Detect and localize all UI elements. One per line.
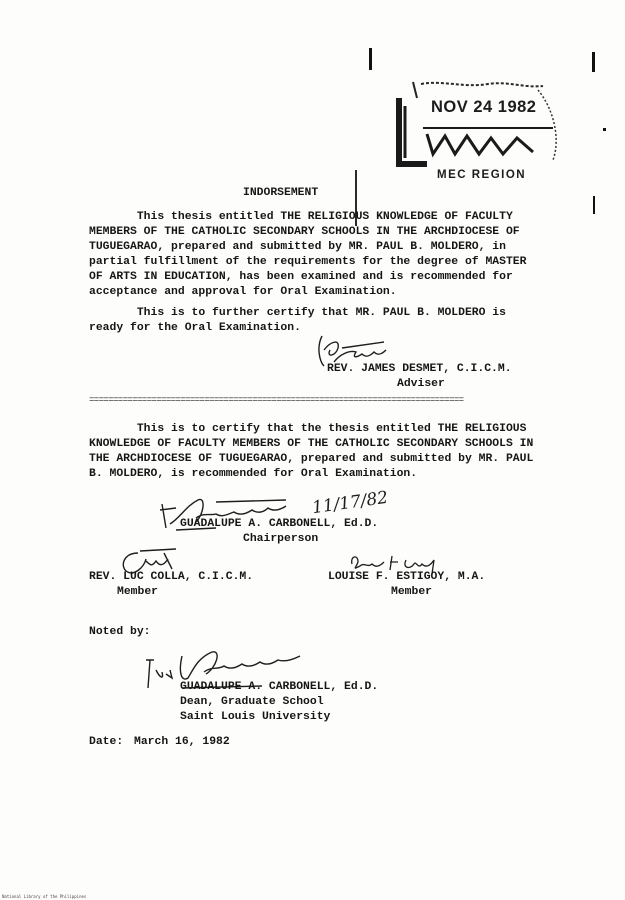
date-value: March 16, 1982: [134, 736, 230, 748]
chair-name: GUADALUPE A. CARBONELL, Ed.D.: [180, 518, 379, 530]
dean-title: Dean, Graduate School: [180, 696, 324, 708]
section-divider: ==============================================================================: [89, 395, 464, 405]
member1-name: REV. LUC COLLA, C.I.C.M.: [89, 571, 254, 583]
line: acceptance and approval for Oral Examination.: [89, 286, 397, 298]
indorsement-heading: INDORSEMENT: [243, 187, 319, 199]
line: MEMBERS OF THE CATHOLIC SECONDARY SCHOOLS IN THE ARCHDIOCESE OF: [89, 226, 520, 238]
line: OF ARTS IN EDUCATION, has been examined and is recommended for: [89, 271, 513, 283]
scan-mark-right-mid: [593, 196, 595, 214]
date-label: Date:: [89, 736, 124, 748]
scan-mark-top: [369, 48, 372, 70]
line: B. MOLDERO, is recommended for Oral Examination.: [89, 468, 418, 480]
noted-by-label: Noted by:: [89, 626, 151, 638]
stamp-date: NOV 24 1982: [431, 98, 537, 116]
line: KNOWLEDGE OF FACULTY MEMBERS OF THE CATHOLIC SECONDARY SCHOOLS IN: [89, 438, 534, 450]
line: This is to further certify that MR. PAUL B. MOLDERO is: [89, 307, 506, 319]
adviser-name: REV. JAMES DESMET, C.I.C.M.: [327, 363, 512, 375]
line: TUGUEGARAO, prepared and submitted by MR. PAUL B. MOLDERO, in: [89, 241, 506, 253]
line: ready for the Oral Examination.: [89, 322, 301, 334]
scan-mark-right-top: [592, 52, 595, 72]
dean-name: GUADALUPE A. CARBONELL, Ed.D.: [180, 681, 379, 693]
line: THE ARCHDIOCESE OF TUGUEGARAO, prepared and submitted by MR. PAUL: [89, 453, 534, 465]
scan-dot-right: [603, 128, 606, 131]
line: partial fulfillment of the requirements for the degree of MASTER: [89, 256, 527, 268]
member2-role: Member: [391, 586, 433, 598]
stamp-region: MEC REGION: [437, 169, 527, 181]
member2-name: LOUISE F. ESTIGOY, M.A.: [328, 571, 486, 583]
line: This thesis entitled THE RELIGIOUS KNOWLEDGE OF FACULTY: [89, 211, 513, 223]
adviser-role: Adviser: [397, 378, 445, 390]
member1-role: Member: [117, 586, 159, 598]
chair-handwritten-date: 11/17/82: [310, 487, 390, 519]
received-stamp: [393, 78, 568, 188]
footer-note: National Library of the Philippines: [2, 894, 87, 899]
line: This is to certify that the thesis entitled THE RELIGIOUS: [89, 423, 527, 435]
dean-institution: Saint Louis University: [180, 711, 331, 723]
chair-role: Chairperson: [243, 533, 319, 545]
